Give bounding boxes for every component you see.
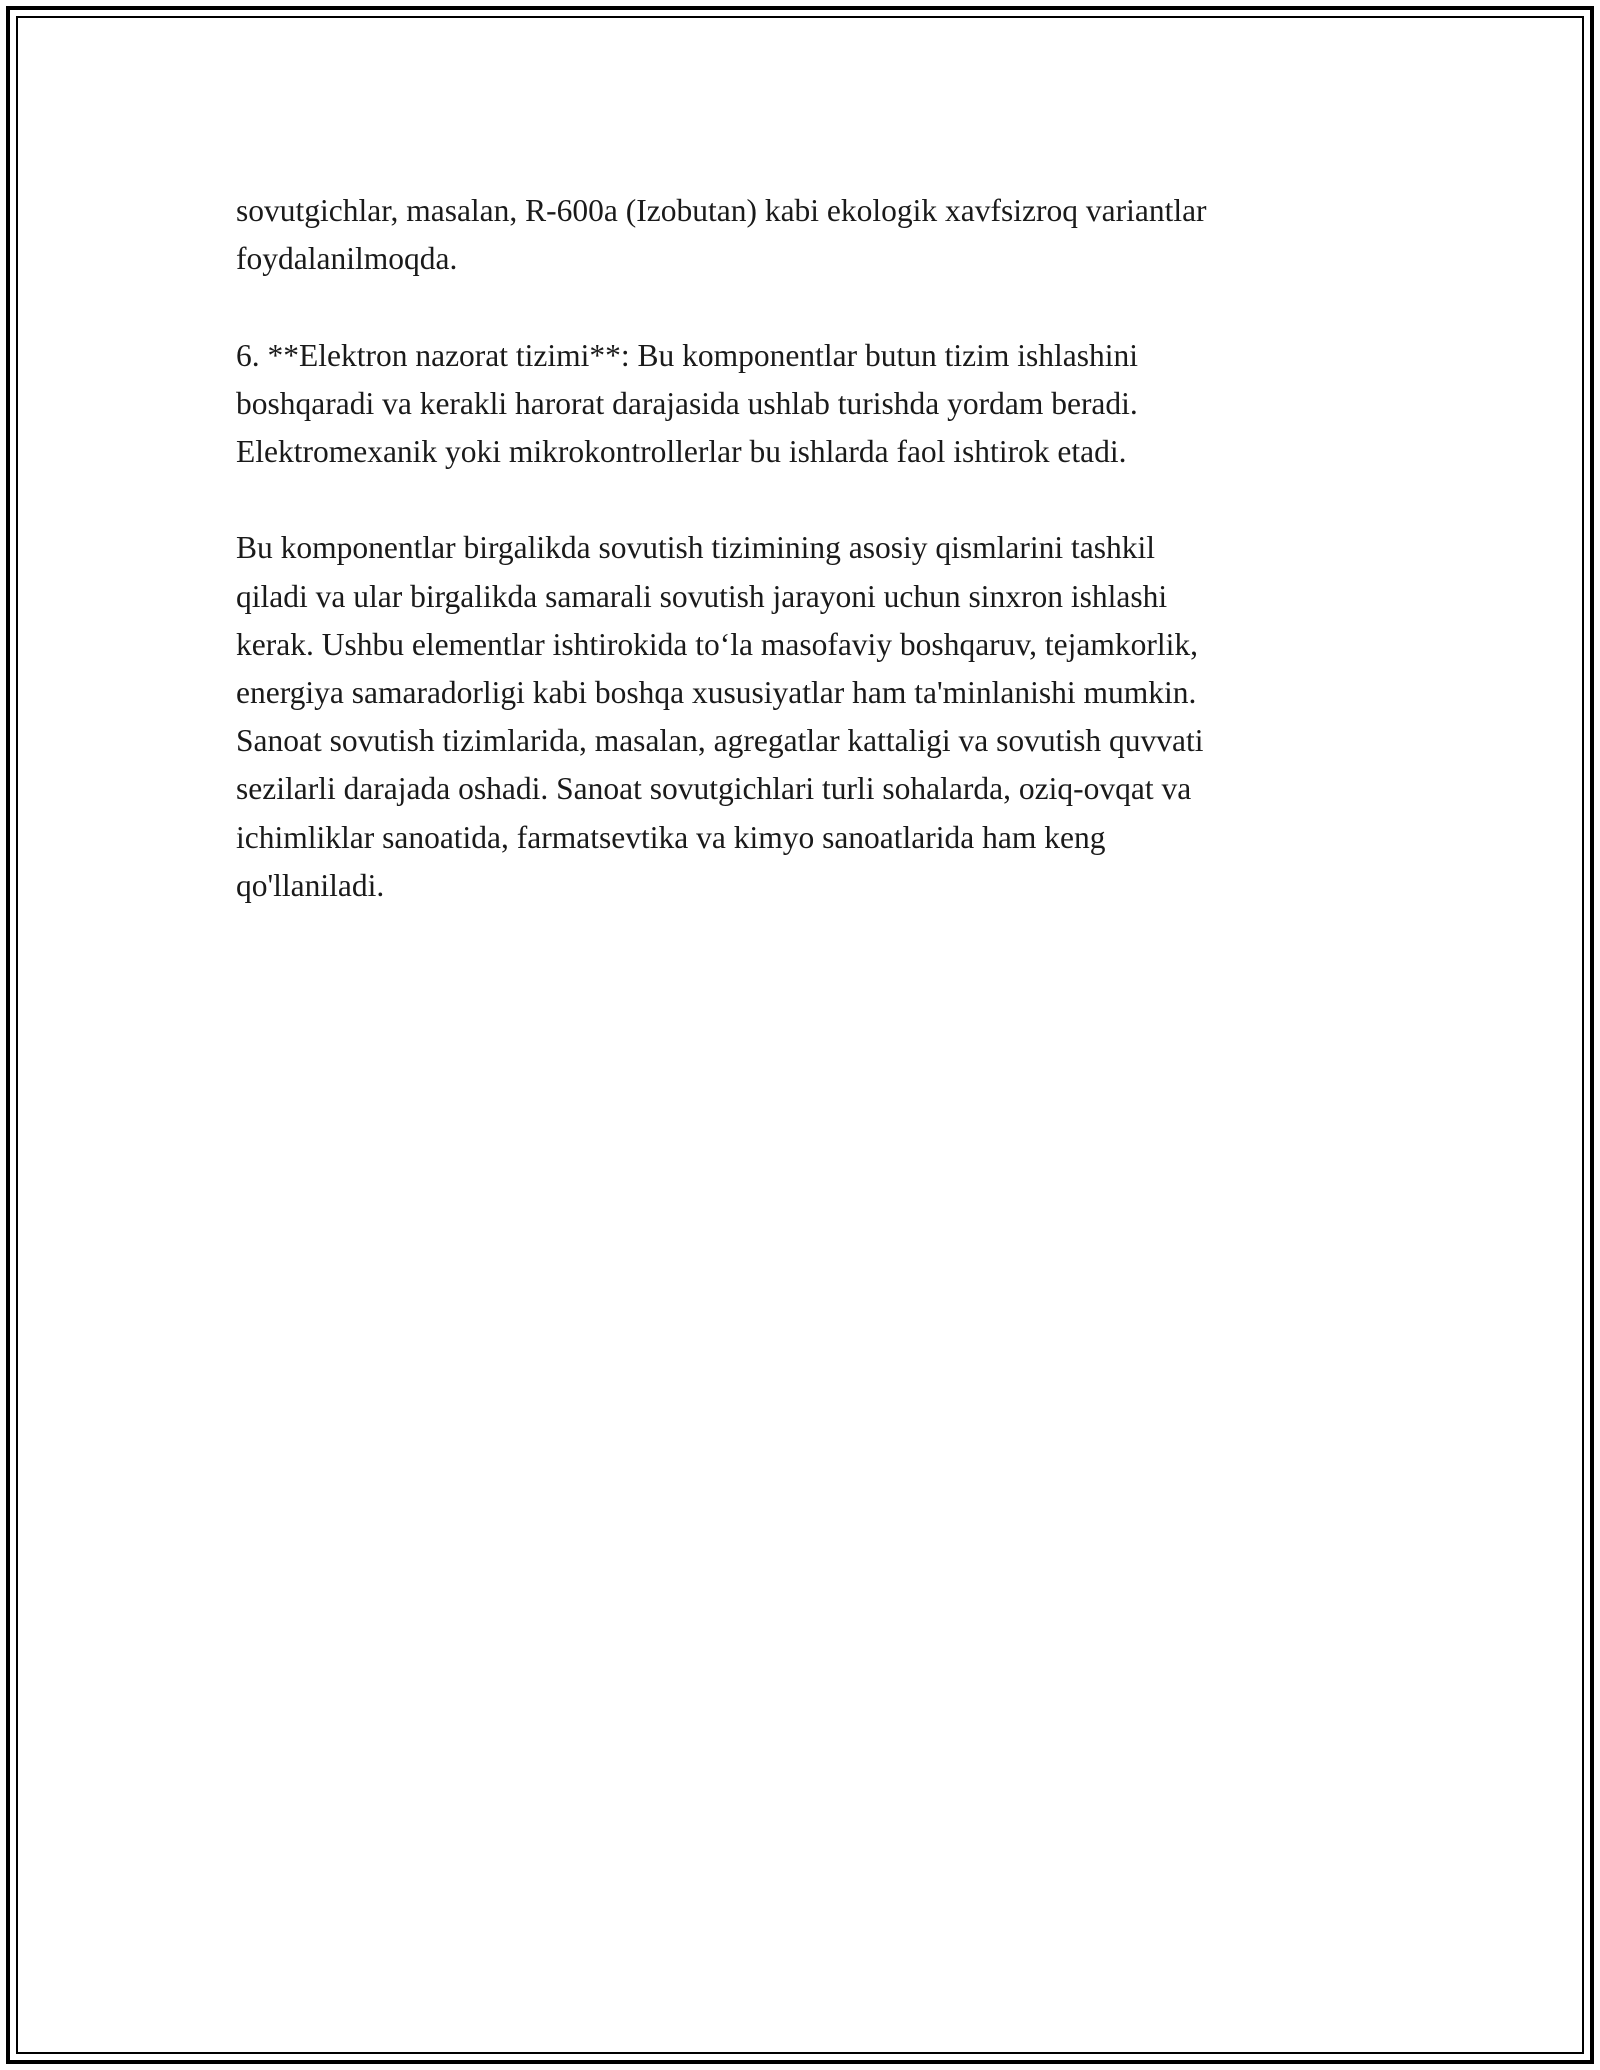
- text-line: kerak. Ushbu elementlar ishtirokida to‘la masofaviy boshqaruv, tejamkorlik,: [236, 626, 1198, 662]
- text-line: sovutgichlar, masalan, R-600a (Izobutan) kabi ekologik xavfsizroq variantlar: [236, 193, 1207, 228]
- paragraph-refrigerants: [236, 187, 1396, 283]
- text-line: energiya samaradorligi kabi boshqa xususiyatlar ham ta'minlanishi mumkin.: [236, 675, 1197, 710]
- text-line: ichimliklar sanoatida, farmatsevtika va kimyo sanoatlarida ham keng: [236, 819, 1106, 855]
- text-line: Elektromexanik yoki mikrokontrollerlar bu ishlarda faol ishtirok etadi.: [236, 434, 1127, 469]
- text-line: Sanoat sovutish tizimlarida, masalan, agregatlar kattaligi va sovutish quvvati: [236, 723, 1204, 759]
- text-line: sezilarli darajada oshadi. Sanoat sovutgichlari turli sohalarda, oziq-ovqat va: [236, 771, 1192, 807]
- text-line: foydalanilmoqda.: [236, 241, 458, 277]
- text-line: qo'llaniladi.: [236, 867, 385, 903]
- paragraph-summary: [236, 524, 1396, 910]
- text-line: qiladi va ular birgalikda samarali sovutish jarayoni uchun sinxron ishlashi: [236, 578, 1168, 614]
- paragraph-electronic-control: [236, 332, 1396, 477]
- text-line: 6. **Elektron nazorat tizimi**: Bu komponentlar butun tizim ishlashini: [236, 337, 1138, 373]
- text-line: Bu komponentlar birgalikda sovutish tizimining asosiy qismlarini tashkil: [236, 530, 1155, 566]
- document-body: [236, 187, 1396, 958]
- text-line: boshqaradi va kerakli harorat darajasida ushlab turishda yordam beradi.: [236, 385, 1138, 421]
